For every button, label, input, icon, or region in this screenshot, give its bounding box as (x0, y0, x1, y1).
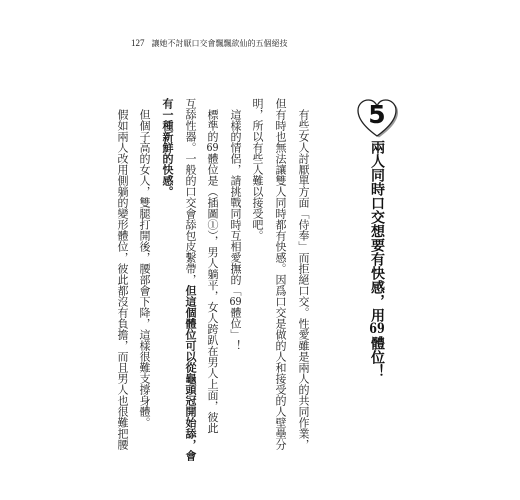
text-segment: 有些女人討厭單方面「侍奉」而拒絕口交。性愛雖是兩人的共同作業， (297, 109, 310, 450)
section-title-text: 兩人同時口交想要有快感，用 (369, 140, 385, 322)
text-segment: 體位是（插圖①），男人躺平，女人跨趴在男人上面，彼此 (206, 153, 219, 434)
body-column-8 (139, 98, 150, 478)
tate-chu-yoko-number: 69 (206, 142, 219, 153)
section-number: 5 (368, 100, 386, 129)
body-column-4 (230, 98, 241, 478)
tate-chu-yoko-number: 69 (229, 296, 242, 307)
text-segment: 標準的 (206, 109, 219, 142)
text-segment: 這樣的情侶，請挑戰同時互相愛撫的「 (229, 109, 242, 296)
page-number: 127 (131, 38, 145, 48)
emphasis-text: 但這個體位可以從龜頭冠開始舔，會 (184, 285, 197, 461)
body-column-7 (162, 98, 173, 478)
body-column-6 (185, 98, 196, 478)
body-column-5 (207, 98, 218, 478)
text-segment: 假如兩人改用側躺的變形體位，彼此都沒有負擔，而且男人也很難把腰 (116, 109, 129, 450)
body-column-1 (298, 98, 309, 478)
running-header (131, 37, 288, 50)
text-segment: 但個子高的女人，雙腿打開後，腰部會下降，這樣很難支撐身體。 (138, 109, 151, 428)
body-column-3 (252, 98, 263, 478)
text-segment: 但有時也無法讓雙人同時都有快感。因爲口交是做的人和接受的人壁壘分 (274, 98, 287, 450)
text-segment: 體位」！ (229, 307, 242, 351)
text-segment: 互舔性器。一般的口交會舔包皮繫帶， (184, 98, 197, 285)
running-title: 讓她不討厭口交會飄飄欲仙的五個絕技 (151, 39, 288, 48)
emphasis-text: 有一種新鮮的快感。 (161, 98, 174, 197)
body-column-2 (275, 98, 286, 478)
section-number-badge (355, 97, 399, 139)
section-title-number: 69 (369, 322, 385, 336)
text-segment: 明，所以有些人難以接受吧。 (251, 98, 264, 241)
section-title-text: 體位！ (369, 336, 385, 378)
section-title (370, 140, 384, 378)
body-column-9 (117, 98, 128, 478)
